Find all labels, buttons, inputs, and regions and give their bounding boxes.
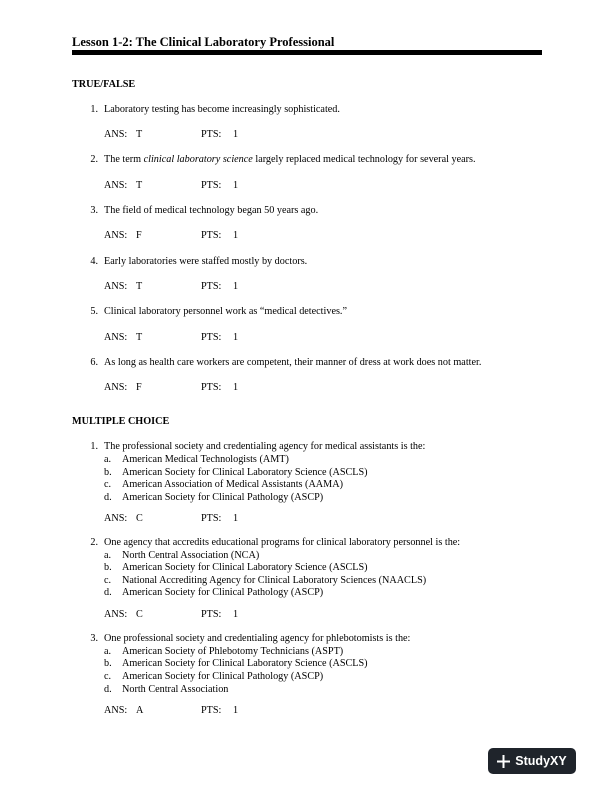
points-value: 1 — [233, 332, 239, 343]
option-text: American Association of Medical Assistants (AAMA) — [122, 479, 343, 490]
answer-value: T — [136, 129, 143, 140]
answer-value: T — [136, 180, 143, 191]
question-text-after: largely replaced medical technology for several years. — [252, 154, 476, 165]
plus-sparkle-icon — [497, 755, 510, 768]
option-letter: c. — [104, 575, 112, 586]
points-value: 1 — [233, 705, 239, 716]
answer-value: T — [136, 332, 143, 343]
question-number: 5. — [90, 306, 98, 317]
pts-label: PTS: — [201, 705, 222, 716]
option-text: American Society for Clinical Pathology (ASCP) — [122, 587, 324, 598]
question-text: Clinical laboratory personnel work as “medical detectives.” — [104, 306, 347, 317]
ans-label: ANS: — [104, 332, 128, 343]
question-number: 3. — [90, 633, 98, 644]
question-number: 4. — [90, 256, 98, 267]
ans-label: ANS: — [104, 281, 128, 292]
option-letter: c. — [104, 671, 112, 682]
points-value: 1 — [233, 129, 239, 140]
question-number: 1. — [90, 104, 98, 115]
page-title: Lesson 1-2: The Clinical Laboratory Professional — [72, 35, 335, 49]
pts-label: PTS: — [201, 382, 222, 393]
points-value: 1 — [233, 230, 239, 241]
ans-label: ANS: — [104, 230, 128, 241]
option-text: American Medical Technologists (AMT) — [122, 454, 289, 465]
points-value: 1 — [233, 513, 239, 524]
pts-label: PTS: — [201, 230, 222, 241]
option-letter: b. — [104, 562, 112, 573]
question-text: One professional society and credentialing agency for phlebotomists is the: — [104, 633, 411, 644]
points-value: 1 — [233, 609, 239, 620]
option-text: American Society for Clinical Pathology (ASCP) — [122, 671, 324, 682]
option-text: American Society for Clinical Laboratory Science (ASCLS) — [122, 467, 368, 478]
question-text — [104, 154, 476, 165]
question-text: The professional society and credentialing agency for medical assistants is the: — [104, 441, 426, 452]
option-text: American Society of Phlebotomy Technicians (ASPT) — [122, 646, 344, 657]
points-value: 1 — [233, 180, 239, 191]
question-number: 3. — [90, 205, 98, 216]
answer-value: C — [136, 513, 143, 524]
question-number: 6. — [90, 357, 98, 368]
option-text: National Accrediting Agency for Clinical Laboratory Sciences (NAACLS) — [122, 575, 427, 586]
answer-value: T — [136, 281, 143, 292]
multiple-choice-heading: MULTIPLE CHOICE — [72, 416, 170, 427]
pts-label: PTS: — [201, 609, 222, 620]
answer-value: C — [136, 609, 143, 620]
pts-label: PTS: — [201, 281, 222, 292]
question-text: The field of medical technology began 50 years ago. — [104, 205, 319, 216]
option-text: American Society for Clinical Pathology (ASCP) — [122, 492, 324, 503]
pts-label: PTS: — [201, 129, 222, 140]
badge-label: StudyXY — [515, 754, 567, 768]
option-letter: c. — [104, 479, 112, 490]
ans-label: ANS: — [104, 129, 128, 140]
true-false-heading: TRUE/FALSE — [72, 79, 136, 90]
option-letter: d. — [104, 492, 112, 503]
option-letter: a. — [104, 646, 112, 657]
ans-label: ANS: — [104, 382, 128, 393]
question-number: 2. — [90, 154, 98, 165]
pts-label: PTS: — [201, 180, 222, 191]
option-letter: b. — [104, 658, 112, 669]
ans-label: ANS: — [104, 513, 128, 524]
option-letter: d. — [104, 587, 112, 598]
option-letter: a. — [104, 454, 112, 465]
option-text: North Central Association — [122, 684, 229, 695]
ans-label: ANS: — [104, 609, 128, 620]
question-number: 1. — [90, 441, 98, 452]
question-text-italic: clinical laboratory science — [143, 154, 253, 165]
question-text: One agency that accredits educational programs for clinical laboratory personnel is the: — [104, 537, 461, 548]
question-text-before: The term — [104, 154, 144, 165]
answer-value: F — [136, 382, 142, 393]
option-text: American Society for Clinical Laboratory Science (ASCLS) — [122, 658, 368, 669]
ans-label: ANS: — [104, 705, 128, 716]
option-letter: a. — [104, 550, 112, 561]
option-letter: b. — [104, 467, 112, 478]
question-text: Early laboratories were staffed mostly by doctors. — [104, 256, 308, 267]
option-letter: d. — [104, 684, 112, 695]
question-text: Laboratory testing has become increasingly sophisticated. — [104, 104, 340, 115]
studyxy-badge[interactable] — [488, 748, 576, 774]
points-value: 1 — [233, 382, 239, 393]
ans-label: ANS: — [104, 180, 128, 191]
option-text: American Society for Clinical Laboratory Science (ASCLS) — [122, 562, 368, 573]
answer-value: A — [136, 705, 144, 716]
pts-label: PTS: — [201, 332, 222, 343]
question-text: As long as health care workers are competent, their manner of dress at work does not matter. — [104, 357, 482, 368]
option-text: North Central Association (NCA) — [122, 550, 260, 561]
points-value: 1 — [233, 281, 239, 292]
question-number: 2. — [90, 537, 98, 548]
answer-value: F — [136, 230, 142, 241]
title-divider — [72, 50, 542, 55]
pts-label: PTS: — [201, 513, 222, 524]
